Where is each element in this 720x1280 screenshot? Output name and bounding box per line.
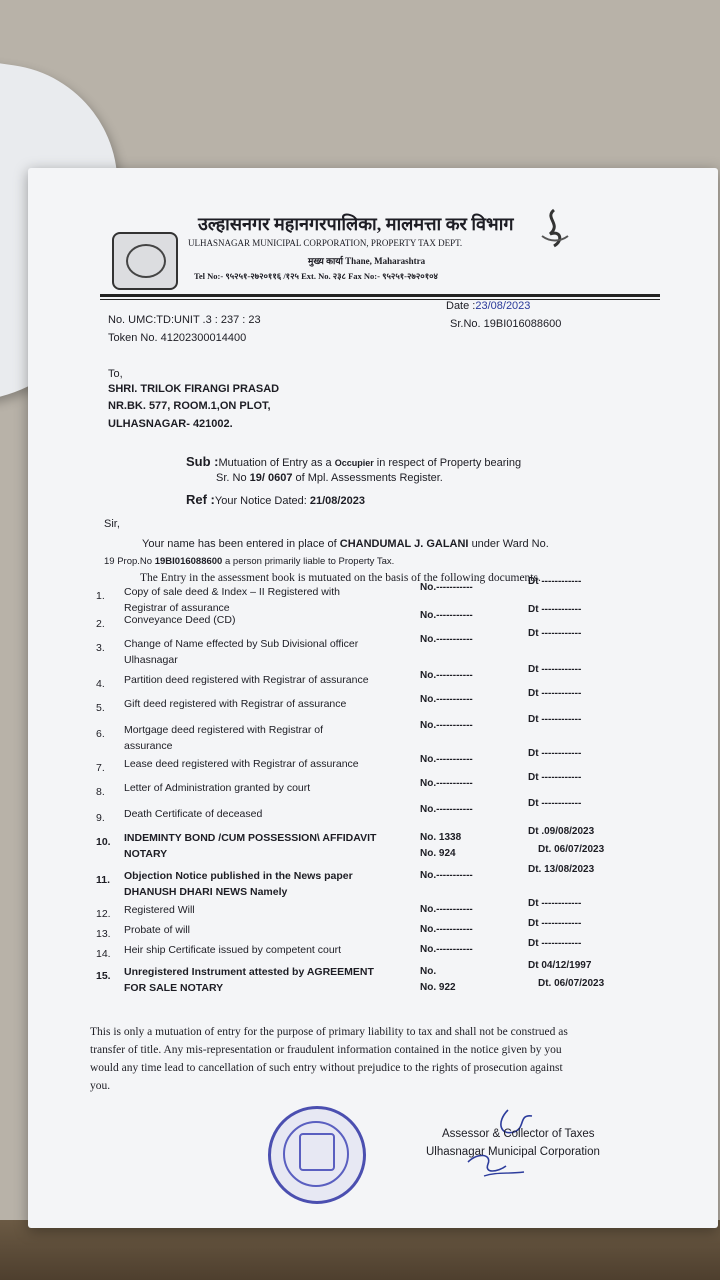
- body-paragraph-3: The Entry in the assessment book is mutuated on the basis of the following documents.: [140, 572, 541, 584]
- document-date: Dt .09/08/2023: [528, 826, 595, 837]
- ref-date: 21/08/2023: [309, 495, 365, 507]
- document-name-cont: assurance: [124, 740, 173, 752]
- desk-surface: [0, 1220, 720, 1280]
- ward-number: 19: [104, 556, 115, 567]
- subject-line-2: [216, 472, 443, 484]
- document-ref-no: No.-----------: [420, 582, 473, 593]
- document-ref-no: No.-----------: [420, 670, 473, 681]
- date-field: [446, 300, 530, 312]
- document-name: Conveyance Deed (CD): [124, 614, 236, 626]
- document-number: 14.: [96, 948, 111, 960]
- document-date: Dt ------------: [528, 898, 582, 909]
- tax-document: [28, 168, 718, 1228]
- document-number: 13.: [96, 928, 111, 940]
- document-date: Dt ------------: [528, 628, 582, 639]
- english-title: ULHASNAGAR MUNICIPAL CORPORATION, PROPERTY TAX DEPT.: [188, 238, 463, 248]
- address-line: NR.BK. 577, ROOM.1,ON PLOT,: [108, 400, 271, 412]
- document-name: Gift deed registered with Registrar of assurance: [124, 698, 347, 710]
- document-ref-no: No.-----------: [420, 804, 473, 815]
- document-number: 12.: [96, 908, 111, 920]
- document-name: Letter of Administration granted by court: [124, 782, 311, 794]
- document-date: Dt ------------: [528, 772, 582, 783]
- document-name: INDEMINTY BOND /CUM POSSESSION\ AFFIDAVIT: [124, 832, 377, 844]
- document-name: Objection Notice published in the News paper: [124, 870, 353, 882]
- document-number: 10.: [96, 836, 111, 848]
- disclaimer-line: This is only a mutuation of entry for the purpose of primary liability to tax and shall not be construed as: [90, 1026, 568, 1038]
- body-paragraph-2: [104, 556, 394, 567]
- document-date: Dt ------------: [528, 798, 582, 809]
- document-name: Registered Will: [124, 904, 195, 916]
- addressee-name: SHRI. TRILOK FIRANGI PRASAD: [108, 383, 280, 395]
- token-number: Token No. 41202300014400: [108, 332, 247, 344]
- document-date: Dt ------------: [528, 748, 582, 759]
- document-name: Death Certificate of deceased: [124, 808, 263, 820]
- document-name: Unregistered Instrument attested by AGREEMENT: [124, 966, 374, 978]
- document-number: 3.: [96, 642, 105, 654]
- dept-logo-icon: [534, 206, 574, 256]
- document-ref-no: No.-----------: [420, 778, 473, 789]
- sr-label: Sr. No: [216, 472, 247, 484]
- subject-line: [186, 454, 521, 469]
- document-date: Dt 04/12/1997: [528, 960, 592, 971]
- date-label: Date :: [446, 300, 476, 312]
- document-name: Mortgage deed registered with Registrar of: [124, 724, 324, 736]
- document-name: Probate of will: [124, 924, 190, 936]
- document-date: Dt ------------: [528, 918, 582, 929]
- date-value: 23/08/2023: [475, 300, 531, 312]
- document-date: Dt. 13/08/2023: [528, 864, 595, 875]
- document-name-cont: Registrar of assurance: [124, 602, 230, 614]
- document-name-cont: Ulhasnagar: [124, 654, 178, 666]
- subject-occupier: Occupier: [334, 458, 374, 468]
- document-ref-no: No.-----------: [420, 904, 473, 915]
- salutation: Sir,: [104, 518, 120, 530]
- sr-suffix: of Mpl. Assessments Register.: [295, 472, 443, 484]
- hindi-title: उल्हासनगर महानगरपालिका, मालमत्ता कर विभाग: [198, 214, 514, 234]
- document-number: 11.: [96, 874, 111, 886]
- reference-number: No. UMC:TD:UNIT .3 : 237 : 23: [108, 314, 261, 326]
- document-name-cont: DHANUSH DHARI NEWS Namely: [124, 886, 288, 898]
- document-date: Dt ------------: [528, 576, 582, 587]
- document-number: 5.: [96, 702, 105, 714]
- document-name-cont: NOTARY: [124, 848, 168, 860]
- p1-ward: under Ward No.: [471, 538, 549, 550]
- corporation-emblem-icon: [112, 232, 178, 290]
- disclaimer-line: you.: [90, 1080, 111, 1092]
- prop-label: Prop.No: [117, 556, 153, 567]
- header-rule: [100, 294, 660, 297]
- document-date: Dt ------------: [528, 938, 582, 949]
- municipal-seal-stamp: [268, 1106, 366, 1204]
- signatory-org: Ulhasnagar Municipal Corporation: [426, 1146, 600, 1158]
- document-ref-no-2: No. 924: [420, 848, 456, 859]
- document-ref-no: No.-----------: [420, 870, 473, 881]
- ref-label: Ref :: [186, 492, 215, 507]
- previous-owner: CHANDUMAL J. GALANI: [339, 538, 469, 550]
- p2-text: a person primarily liable to Property Tax.: [224, 556, 395, 567]
- contact-line: Tel No:- ९५२५१-२७२०११६ /१२५ Ext. No. २३८ Fax No:- ९५२५१-२७२०१०४: [194, 271, 438, 281]
- address-city: ULHASNAGAR- 421002.: [108, 418, 233, 430]
- body-paragraph-1: [142, 538, 549, 550]
- document-ref-no: No.-----------: [420, 754, 473, 765]
- subject-label: Sub :: [186, 454, 219, 469]
- reference-line: [186, 492, 365, 507]
- p1-text: Your name has been entered in place of: [142, 538, 337, 550]
- document-name: Heir ship Certificate issued by competent court: [124, 944, 342, 956]
- document-name: Change of Name effected by Sub Divisional officer: [124, 638, 359, 650]
- document-ref-no: No.-----------: [420, 944, 473, 955]
- document-date: Dt ------------: [528, 714, 582, 725]
- document-number: 7.: [96, 762, 105, 774]
- document-number: 15.: [96, 970, 111, 982]
- document-number: 6.: [96, 728, 105, 740]
- document-date-2: Dt. 06/07/2023: [538, 978, 605, 989]
- sr-value: 19/ 0607: [249, 472, 293, 484]
- document-date: Dt ------------: [528, 664, 582, 675]
- document-ref-no: No.-----------: [420, 610, 473, 621]
- document-name-cont: FOR SALE NOTARY: [124, 982, 224, 994]
- document-date-2: Dt. 06/07/2023: [538, 844, 605, 855]
- disclaimer-line: would any time lead to cancellation of such entry without prejudice to the rights of prosecution against: [90, 1062, 563, 1074]
- header-rule-thin: [100, 299, 660, 300]
- document-ref-no: No.-----------: [420, 694, 473, 705]
- document-date: Dt ------------: [528, 688, 582, 699]
- prop-number: 19BI016088600: [154, 556, 223, 567]
- document-name: Lease deed registered with Registrar of assurance: [124, 758, 359, 770]
- address-to: To,: [108, 368, 123, 380]
- office-address: मुख्य कार्या Thane, Maharashtra: [308, 256, 426, 266]
- document-number: 9.: [96, 812, 105, 824]
- document-number: 1.: [96, 590, 105, 602]
- document-name: Copy of sale deed & Index – II Registered with: [124, 586, 340, 598]
- serial-number: Sr.No. 19BI016088600: [450, 318, 562, 330]
- document-ref-no: No.-----------: [420, 634, 473, 645]
- document-date: Dt ------------: [528, 604, 582, 615]
- subject-text: Mutuation of Entry as a: [218, 457, 332, 469]
- document-ref-no: No.-----------: [420, 924, 473, 935]
- ref-text: Your Notice Dated:: [214, 495, 307, 507]
- signatory-title: Assessor & Collector of Taxes: [442, 1128, 595, 1140]
- document-number: 4.: [96, 678, 105, 690]
- document-ref-no: No.: [420, 966, 437, 977]
- disclaimer-line: transfer of title. Any mis-representation or fraudulent information contained in the notice given by you: [90, 1044, 562, 1056]
- document-name: Partition deed registered with Registrar of assurance: [124, 674, 369, 686]
- document-ref-no: No.-----------: [420, 720, 473, 731]
- document-number: 8.: [96, 786, 105, 798]
- document-ref-no-2: No. 922: [420, 982, 456, 993]
- document-number: 2.: [96, 618, 105, 630]
- subject-text-b: in respect of Property bearing: [376, 457, 522, 469]
- document-ref-no: No. 1338: [420, 832, 462, 843]
